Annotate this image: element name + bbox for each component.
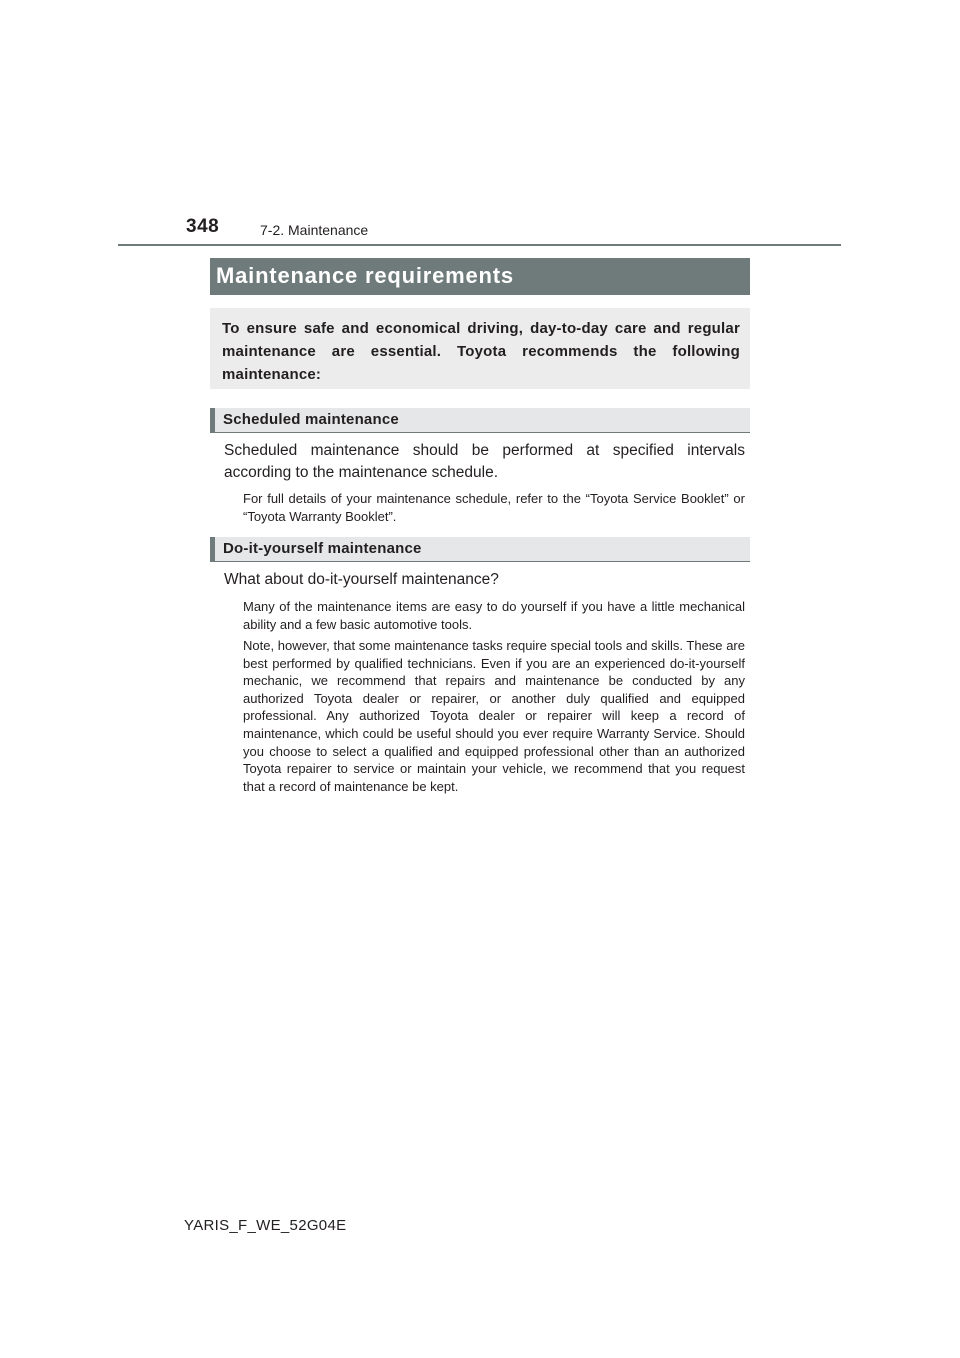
page-title-bar (210, 258, 750, 295)
intro-box: To ensure safe and economical driving, day-to-day care and regular maintenance are essential. Toyota recommends the following maintenance: (210, 308, 750, 389)
section-body-scheduled-maintenance: Scheduled maintenance should be performed at specified intervals according to the maintenance schedule. (224, 442, 745, 481)
note-qualified-technicians: Note, however, that some maintenance tasks require special tools and skills. These are best performed by qualified technicians. Even if you are an experienced do-it-yourself mechanic, we recommend that repairs and maintenance be conducted by any authorized Toyota dealer or repairer, or another duly qualified and equipped professional. Any authorized Toyota dealer or repairer will keep a record of maintenance, which could be useful should you ever require Warranty Service. Should you choose to select a qualified and equipped professional other than an authorized Toyota repairer to service or maintain your vehicle, we recommend that you request that a record of maintenance be kept. (243, 638, 745, 794)
section-breadcrumb: 7-2. Maintenance (260, 222, 369, 238)
header-divider (118, 244, 841, 246)
note-basic-tools: Many of the maintenance items are easy to do yourself if you have a little mechanical ability and a few basic automotive tools. (243, 599, 745, 632)
page-number: 348 (186, 216, 220, 237)
section-body-diy-maintenance: What about do-it-yourself maintenance? (224, 571, 499, 588)
section-heading-diy-maintenance: Do-it-yourself maintenance (210, 537, 750, 562)
note-service-booklet: For full details of your maintenance schedule, refer to the “Toyota Service Booklet” or “Toyota Warranty Booklet”. (243, 491, 745, 524)
document-code: YARIS_F_WE_52G04E (184, 1217, 347, 1234)
page-title: Maintenance requirements (216, 263, 514, 288)
section-heading-scheduled-maintenance: Scheduled maintenance (210, 408, 750, 433)
